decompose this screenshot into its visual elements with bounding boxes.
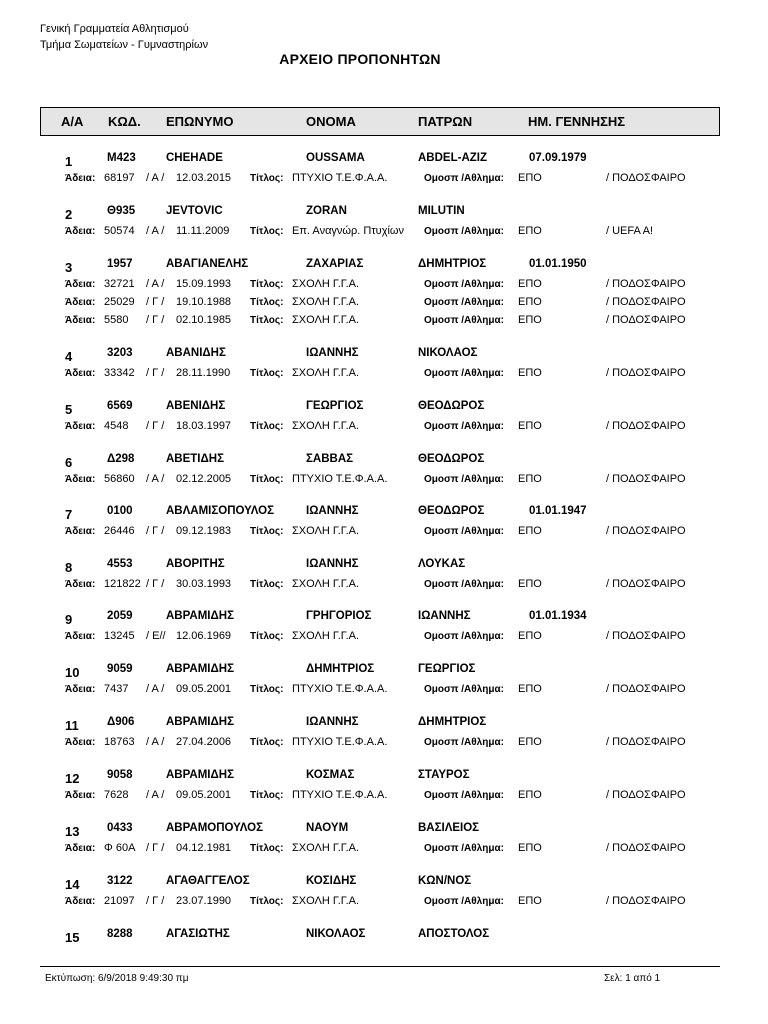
coach-code: 6569 xyxy=(107,400,133,412)
federation-label: Ομοσπ /Αθλημα: xyxy=(424,315,504,326)
title-label: Τίτλος: xyxy=(250,315,284,326)
title-label: Τίτλος: xyxy=(250,421,284,432)
coach-code: Δ906 xyxy=(107,716,135,728)
license-row xyxy=(0,523,768,541)
coach-entry xyxy=(0,661,768,699)
federation: ΕΠΟ xyxy=(518,842,542,854)
title-label: Τίτλος: xyxy=(250,474,284,485)
license-label: Άδεια: xyxy=(65,684,96,695)
coach-entry xyxy=(0,926,768,946)
federation-label: Ομοσπ /Αθλημα: xyxy=(424,631,504,642)
license-number: 121822 xyxy=(104,578,141,590)
license-number: 33342 xyxy=(104,367,135,379)
coach-aa: 15 xyxy=(65,930,80,945)
coach-name: ΓΡΗΓΟΡΙΟΣ xyxy=(306,610,372,622)
coach-entry xyxy=(0,556,768,594)
coach-surname: ΑΒΡΑΜΟΠΟΥΛΟΣ xyxy=(166,822,264,834)
coach-name: ΣΑΒΒΑΣ xyxy=(306,453,354,465)
coach-surname: ΑΒΑΝΙΔΗΣ xyxy=(166,347,226,359)
coach-name: ΚΟΣΙΔΗΣ xyxy=(306,875,357,887)
coach-main-row xyxy=(0,451,768,471)
federation: ΕΠΟ xyxy=(518,225,542,237)
license-class: / Α / xyxy=(146,736,165,748)
coach-surname: ΑΓΑΘΑΓΓΕΛΟΣ xyxy=(166,875,250,887)
license-label: Άδεια: xyxy=(65,315,96,326)
license-title: ΣΧΟΛΗ Γ.Γ.Α. xyxy=(292,278,360,290)
col-code: ΚΩΔ. xyxy=(108,114,141,129)
coach-father: ΒΑΣΙΛΕΙΟΣ xyxy=(418,822,480,834)
license-label: Άδεια: xyxy=(65,421,96,432)
title-label: Τίτλος: xyxy=(250,368,284,379)
title-label: Τίτλος: xyxy=(250,173,284,184)
license-label: Άδεια: xyxy=(65,896,96,907)
coach-code: 1957 xyxy=(107,258,133,270)
coach-code: 3203 xyxy=(107,347,133,359)
license-label: Άδεια: xyxy=(65,579,96,590)
coach-main-row xyxy=(0,256,768,276)
license-row xyxy=(0,170,768,188)
coach-code: 9058 xyxy=(107,769,133,781)
coach-name: ΚΟΣΜΑΣ xyxy=(306,769,355,781)
coach-entry xyxy=(0,150,768,188)
coach-entry xyxy=(0,203,768,241)
license-row xyxy=(0,628,768,646)
coach-aa: 8 xyxy=(65,560,73,575)
coach-entry xyxy=(0,256,768,330)
coach-surname: ΑΒΡΑΜΙΔΗΣ xyxy=(166,610,234,622)
license-number: 25029 xyxy=(104,296,135,308)
coach-name: ZORAN xyxy=(306,205,347,217)
license-number: 5580 xyxy=(104,314,129,326)
coach-father: ΘΕΟΔΩΡΟΣ xyxy=(418,400,485,412)
coach-father: ΚΩΝ/ΝΟΣ xyxy=(418,875,472,887)
coach-code: M423 xyxy=(107,152,136,164)
license-class: / Γ / xyxy=(146,296,165,308)
license-label: Άδεια: xyxy=(65,368,96,379)
coach-surname: ΑΒΕΝΙΔΗΣ xyxy=(166,400,226,412)
sport: / ΠΟΔΟΣΦΑΙΡΟ xyxy=(606,473,686,485)
coach-entry xyxy=(0,451,768,489)
federation-label: Ομοσπ /Αθλημα: xyxy=(424,526,504,537)
coach-code: 8288 xyxy=(107,928,133,940)
coach-aa: 6 xyxy=(65,455,73,470)
coach-main-row xyxy=(0,926,768,946)
federation: ΕΠΟ xyxy=(518,525,542,537)
license-label: Άδεια: xyxy=(65,279,96,290)
title-label: Τίτλος: xyxy=(250,297,284,308)
coach-main-row xyxy=(0,714,768,734)
license-class: / Α / xyxy=(146,683,165,695)
federation-label: Ομοσπ /Αθλημα: xyxy=(424,790,504,801)
license-class: / Α / xyxy=(146,172,165,184)
license-number: 68197 xyxy=(104,172,135,184)
license-date: 02.10.1985 xyxy=(176,314,232,326)
sport: / ΠΟΔΟΣΦΑΙΡΟ xyxy=(606,578,686,590)
coach-aa: 1 xyxy=(65,154,73,169)
coach-name: ΔΗΜΗΤΡΙΟΣ xyxy=(306,663,375,675)
sport: / ΠΟΔΟΣΦΑΙΡΟ xyxy=(606,367,686,379)
license-row xyxy=(0,418,768,436)
coach-surname: ΑΒΑΓΙΑΝΕΛΗΣ xyxy=(166,258,249,270)
license-date: 19.10.1988 xyxy=(176,296,232,308)
title-label: Τίτλος: xyxy=(250,737,284,748)
license-row xyxy=(0,294,768,312)
coach-surname: CHEHADE xyxy=(166,152,223,164)
license-number: 7628 xyxy=(104,789,129,801)
license-label: Άδεια: xyxy=(65,226,96,237)
coach-father: ΝΙΚΟΛΑΟΣ xyxy=(418,347,478,359)
col-surname: ΕΠΩΝΥΜΟ xyxy=(166,114,234,129)
coach-main-row xyxy=(0,203,768,223)
coach-code: Θ935 xyxy=(107,205,136,217)
coach-name: ΙΩΑΝΝΗΣ xyxy=(306,558,359,570)
license-class: / Α / xyxy=(146,473,165,485)
federation: ΕΠΟ xyxy=(518,789,542,801)
org-line-1: Γενική Γραμματεία Αθλητισμού xyxy=(40,23,189,35)
sport: / ΠΟΔΟΣΦΑΙΡΟ xyxy=(606,683,686,695)
coach-aa: 12 xyxy=(65,771,80,786)
coach-entry xyxy=(0,398,768,436)
coach-code: 4553 xyxy=(107,558,133,570)
federation: ΕΠΟ xyxy=(518,473,542,485)
license-date: 23.07.1990 xyxy=(176,895,232,907)
license-date: 27.04.2006 xyxy=(176,736,232,748)
license-date: 12.06.1969 xyxy=(176,630,232,642)
license-title: ΠΤΥΧΙΟ Τ.Ε.Φ.Α.Α. xyxy=(292,789,388,801)
license-class: / Γ / xyxy=(146,525,165,537)
title-label: Τίτλος: xyxy=(250,896,284,907)
license-class: / Ε// xyxy=(146,630,166,642)
coach-dob: 07.09.1979 xyxy=(529,152,587,164)
coach-aa: 14 xyxy=(65,877,80,892)
federation-label: Ομοσπ /Αθλημα: xyxy=(424,579,504,590)
col-father: ΠΑΤΡΩΝ xyxy=(418,114,473,129)
license-label: Άδεια: xyxy=(65,631,96,642)
license-class: / Α / xyxy=(146,278,165,290)
federation-label: Ομοσπ /Αθλημα: xyxy=(424,474,504,485)
license-class: / Γ / xyxy=(146,842,165,854)
license-title: ΣΧΟΛΗ Γ.Γ.Α. xyxy=(292,630,360,642)
coach-main-row xyxy=(0,503,768,523)
coach-code: Δ298 xyxy=(107,453,135,465)
title-label: Τίτλος: xyxy=(250,684,284,695)
coach-name: ΓΕΩΡΓΙΟΣ xyxy=(306,400,364,412)
license-number: 18763 xyxy=(104,736,135,748)
coach-name: ΙΩΑΝΝΗΣ xyxy=(306,347,359,359)
page-title: ΑΡΧΕΙΟ ΠΡΟΠΟΝΗΤΩΝ xyxy=(279,51,441,67)
coach-father: ΔΗΜΗΤΡΙΟΣ xyxy=(418,258,487,270)
license-date: 28.11.1990 xyxy=(176,367,231,379)
sport: / ΠΟΔΟΣΦΑΙΡΟ xyxy=(606,420,686,432)
federation: ΕΠΟ xyxy=(518,895,542,907)
license-row xyxy=(0,681,768,699)
license-label: Άδεια: xyxy=(65,474,96,485)
title-label: Τίτλος: xyxy=(250,579,284,590)
license-date: 09.05.2001 xyxy=(176,683,232,695)
coach-entry xyxy=(0,345,768,383)
license-title: ΠΤΥΧΙΟ Τ.Ε.Φ.Α.Α. xyxy=(292,473,388,485)
sport: / ΠΟΔΟΣΦΑΙΡΟ xyxy=(606,525,686,537)
license-row xyxy=(0,576,768,594)
federation-label: Ομοσπ /Αθλημα: xyxy=(424,737,504,748)
title-label: Τίτλος: xyxy=(250,226,284,237)
license-title: ΠΤΥΧΙΟ Τ.Ε.Φ.Α.Α. xyxy=(292,736,388,748)
license-row xyxy=(0,893,768,911)
federation-label: Ομοσπ /Αθλημα: xyxy=(424,368,504,379)
license-class: / Γ / xyxy=(146,578,165,590)
coach-aa: 5 xyxy=(65,402,73,417)
sport: / ΠΟΔΟΣΦΑΙΡΟ xyxy=(606,314,686,326)
federation: ΕΠΟ xyxy=(518,736,542,748)
coach-name: ΝΑΟΥΜ xyxy=(306,822,349,834)
federation: ΕΠΟ xyxy=(518,683,542,695)
license-number: Φ 60Α xyxy=(104,842,136,854)
org-line-2: Τμήμα Σωματείων - Γυμναστηρίων xyxy=(40,39,209,51)
coach-code: 3122 xyxy=(107,875,133,887)
coach-father: ΑΠΟΣΤΟΛΟΣ xyxy=(418,928,490,940)
license-label: Άδεια: xyxy=(65,737,96,748)
license-row xyxy=(0,471,768,489)
coach-father: ΛΟΥΚΑΣ xyxy=(418,558,466,570)
license-number: 4548 xyxy=(104,420,129,432)
federation-label: Ομοσπ /Αθλημα: xyxy=(424,279,504,290)
sport: / UEFA A! xyxy=(606,225,654,237)
sport: / ΠΟΔΟΣΦΑΙΡΟ xyxy=(606,630,686,642)
license-date: 04.12.1981 xyxy=(176,842,232,854)
license-date: 11.11.2009 xyxy=(176,225,230,237)
coach-name: ΙΩΑΝΝΗΣ xyxy=(306,505,359,517)
license-row xyxy=(0,223,768,241)
license-number: 32721 xyxy=(104,278,135,290)
license-class: / Γ / xyxy=(146,420,165,432)
license-date: 30.03.1993 xyxy=(176,578,232,590)
coach-entry xyxy=(0,503,768,541)
coach-father: MILUTIN xyxy=(418,205,465,217)
coach-aa: 10 xyxy=(65,665,80,680)
license-date: 18.03.1997 xyxy=(176,420,232,432)
license-row xyxy=(0,734,768,752)
sport: / ΠΟΔΟΣΦΑΙΡΟ xyxy=(606,842,686,854)
print-timestamp: Εκτύπωση: 6/9/2018 9:49:30 πμ xyxy=(45,973,189,984)
coach-aa: 9 xyxy=(65,612,73,627)
license-row xyxy=(0,276,768,294)
coach-surname: ΑΒΛΑΜΙΣΟΠΟΥΛΟΣ xyxy=(166,505,274,517)
coach-code: 2059 xyxy=(107,610,133,622)
coach-main-row xyxy=(0,661,768,681)
col-dob: ΗΜ. ΓΕΝΝΗΣΗΣ xyxy=(528,114,626,129)
federation: ΕΠΟ xyxy=(518,420,542,432)
license-label: Άδεια: xyxy=(65,790,96,801)
license-number: 26446 xyxy=(104,525,135,537)
federation-label: Ομοσπ /Αθλημα: xyxy=(424,684,504,695)
sport: / ΠΟΔΟΣΦΑΙΡΟ xyxy=(606,172,686,184)
coach-father: ΓΕΩΡΓΙΟΣ xyxy=(418,663,476,675)
license-date: 12.03.2015 xyxy=(176,172,232,184)
license-label: Άδεια: xyxy=(65,843,96,854)
coach-aa: 7 xyxy=(65,507,73,522)
federation: ΕΠΟ xyxy=(518,367,542,379)
federation: ΕΠΟ xyxy=(518,630,542,642)
coach-code: 0433 xyxy=(107,822,133,834)
coach-aa: 11 xyxy=(65,718,79,733)
federation: ΕΠΟ xyxy=(518,296,542,308)
license-date: 02.12.2005 xyxy=(176,473,232,485)
license-class: / Γ / xyxy=(146,367,165,379)
coach-aa: 3 xyxy=(65,260,73,275)
sport: / ΠΟΔΟΣΦΑΙΡΟ xyxy=(606,789,686,801)
coach-main-row xyxy=(0,608,768,628)
title-label: Τίτλος: xyxy=(250,790,284,801)
coach-dob: 01.01.1934 xyxy=(529,610,587,622)
coach-surname: ΑΒΕΤΙΔΗΣ xyxy=(166,453,224,465)
license-number: 13245 xyxy=(104,630,135,642)
coach-father: ΙΩΑΝΝΗΣ xyxy=(418,610,471,622)
coach-aa: 4 xyxy=(65,349,73,364)
coach-main-row xyxy=(0,767,768,787)
federation-label: Ομοσπ /Αθλημα: xyxy=(424,896,504,907)
coach-father: ΘΕΟΔΩΡΟΣ xyxy=(418,505,485,517)
license-row xyxy=(0,312,768,330)
license-title: ΠΤΥΧΙΟ Τ.Ε.Φ.Α.Α. xyxy=(292,172,388,184)
coach-father: ABDEL-AZIZ xyxy=(418,152,487,164)
license-row xyxy=(0,840,768,858)
coach-code: 9059 xyxy=(107,663,133,675)
coach-entry xyxy=(0,714,768,752)
license-title: Επ. Αναγνώρ. Πτυχίων xyxy=(292,225,404,237)
coach-dob: 01.01.1950 xyxy=(529,258,587,270)
license-number: 50574 xyxy=(104,225,135,237)
coach-surname: ΑΒΟΡΙΤΗΣ xyxy=(166,558,225,570)
license-title: ΣΧΟΛΗ Γ.Γ.Α. xyxy=(292,895,360,907)
license-title: ΣΧΟΛΗ Γ.Γ.Α. xyxy=(292,578,360,590)
coach-main-row xyxy=(0,873,768,893)
license-class: / Α / xyxy=(146,225,165,237)
coach-name: ΖΑΧΑΡΙΑΣ xyxy=(306,258,364,270)
coach-father: ΣΤΑΥΡΟΣ xyxy=(418,769,470,781)
coach-code: 0100 xyxy=(107,505,133,517)
coach-name: ΝΙΚΟΛΑΟΣ xyxy=(306,928,366,940)
license-title: ΣΧΟΛΗ Γ.Γ.Α. xyxy=(292,420,360,432)
col-aa: Α/Α xyxy=(61,114,84,129)
coach-main-row xyxy=(0,150,768,170)
coach-main-row xyxy=(0,820,768,840)
sport: / ΠΟΔΟΣΦΑΙΡΟ xyxy=(606,278,686,290)
license-label: Άδεια: xyxy=(65,526,96,537)
license-date: 15.09.1993 xyxy=(176,278,232,290)
license-title: ΣΧΟΛΗ Γ.Γ.Α. xyxy=(292,314,360,326)
license-title: ΠΤΥΧΙΟ Τ.Ε.Φ.Α.Α. xyxy=(292,683,388,695)
license-number: 21097 xyxy=(104,895,135,907)
coach-entry xyxy=(0,608,768,646)
coach-aa: 2 xyxy=(65,207,73,222)
sport: / ΠΟΔΟΣΦΑΙΡΟ xyxy=(606,736,686,748)
title-label: Τίτλος: xyxy=(250,279,284,290)
sport: / ΠΟΔΟΣΦΑΙΡΟ xyxy=(606,296,686,308)
federation: ΕΠΟ xyxy=(518,314,542,326)
federation: ΕΠΟ xyxy=(518,172,542,184)
footer-divider xyxy=(40,966,720,967)
coach-main-row xyxy=(0,556,768,576)
coach-main-row xyxy=(0,345,768,365)
federation: ΕΠΟ xyxy=(518,578,542,590)
coach-entry xyxy=(0,767,768,805)
federation: ΕΠΟ xyxy=(518,278,542,290)
col-name: ΟΝΟΜΑ xyxy=(306,114,356,129)
coach-name: OUSSAMA xyxy=(306,152,365,164)
coach-surname: JEVTOVIC xyxy=(166,205,223,217)
coach-entry xyxy=(0,820,768,858)
coach-main-row xyxy=(0,398,768,418)
license-class: / Γ / xyxy=(146,314,165,326)
license-title: ΣΧΟΛΗ Γ.Γ.Α. xyxy=(292,842,360,854)
license-title: ΣΧΟΛΗ Γ.Γ.Α. xyxy=(292,525,360,537)
federation-label: Ομοσπ /Αθλημα: xyxy=(424,843,504,854)
license-label: Άδεια: xyxy=(65,173,96,184)
license-title: ΣΧΟΛΗ Γ.Γ.Α. xyxy=(292,296,360,308)
license-class: / Α / xyxy=(146,789,165,801)
coach-aa: 13 xyxy=(65,824,80,839)
federation-label: Ομοσπ /Αθλημα: xyxy=(424,226,504,237)
license-class: / Γ / xyxy=(146,895,165,907)
license-number: 56860 xyxy=(104,473,135,485)
federation-label: Ομοσπ /Αθλημα: xyxy=(424,297,504,308)
license-row xyxy=(0,787,768,805)
title-label: Τίτλος: xyxy=(250,843,284,854)
coach-surname: ΑΒΡΑΜΙΔΗΣ xyxy=(166,769,234,781)
coach-entry xyxy=(0,873,768,911)
federation-label: Ομοσπ /Αθλημα: xyxy=(424,421,504,432)
table-header xyxy=(40,107,720,136)
license-label: Άδεια: xyxy=(65,297,96,308)
coach-surname: ΑΓΑΣΙΩΤΗΣ xyxy=(166,928,230,940)
coach-surname: ΑΒΡΑΜΙΔΗΣ xyxy=(166,663,234,675)
coach-name: ΙΩΑΝΝΗΣ xyxy=(306,716,359,728)
license-row xyxy=(0,365,768,383)
coach-father: ΘΕΟΔΩΡΟΣ xyxy=(418,453,485,465)
license-number: 7437 xyxy=(104,683,129,695)
sport: / ΠΟΔΟΣΦΑΙΡΟ xyxy=(606,895,686,907)
coach-father: ΔΗΜΗΤΡΙΟΣ xyxy=(418,716,487,728)
title-label: Τίτλος: xyxy=(250,526,284,537)
title-label: Τίτλος: xyxy=(250,631,284,642)
license-title: ΣΧΟΛΗ Γ.Γ.Α. xyxy=(292,367,360,379)
coach-dob: 01.01.1947 xyxy=(529,505,587,517)
license-date: 09.05.2001 xyxy=(176,789,232,801)
license-date: 09.12.1983 xyxy=(176,525,232,537)
coach-surname: ΑΒΡΑΜΙΔΗΣ xyxy=(166,716,234,728)
page-number: Σελ: 1 από 1 xyxy=(604,973,661,984)
federation-label: Ομοσπ /Αθλημα: xyxy=(424,173,504,184)
